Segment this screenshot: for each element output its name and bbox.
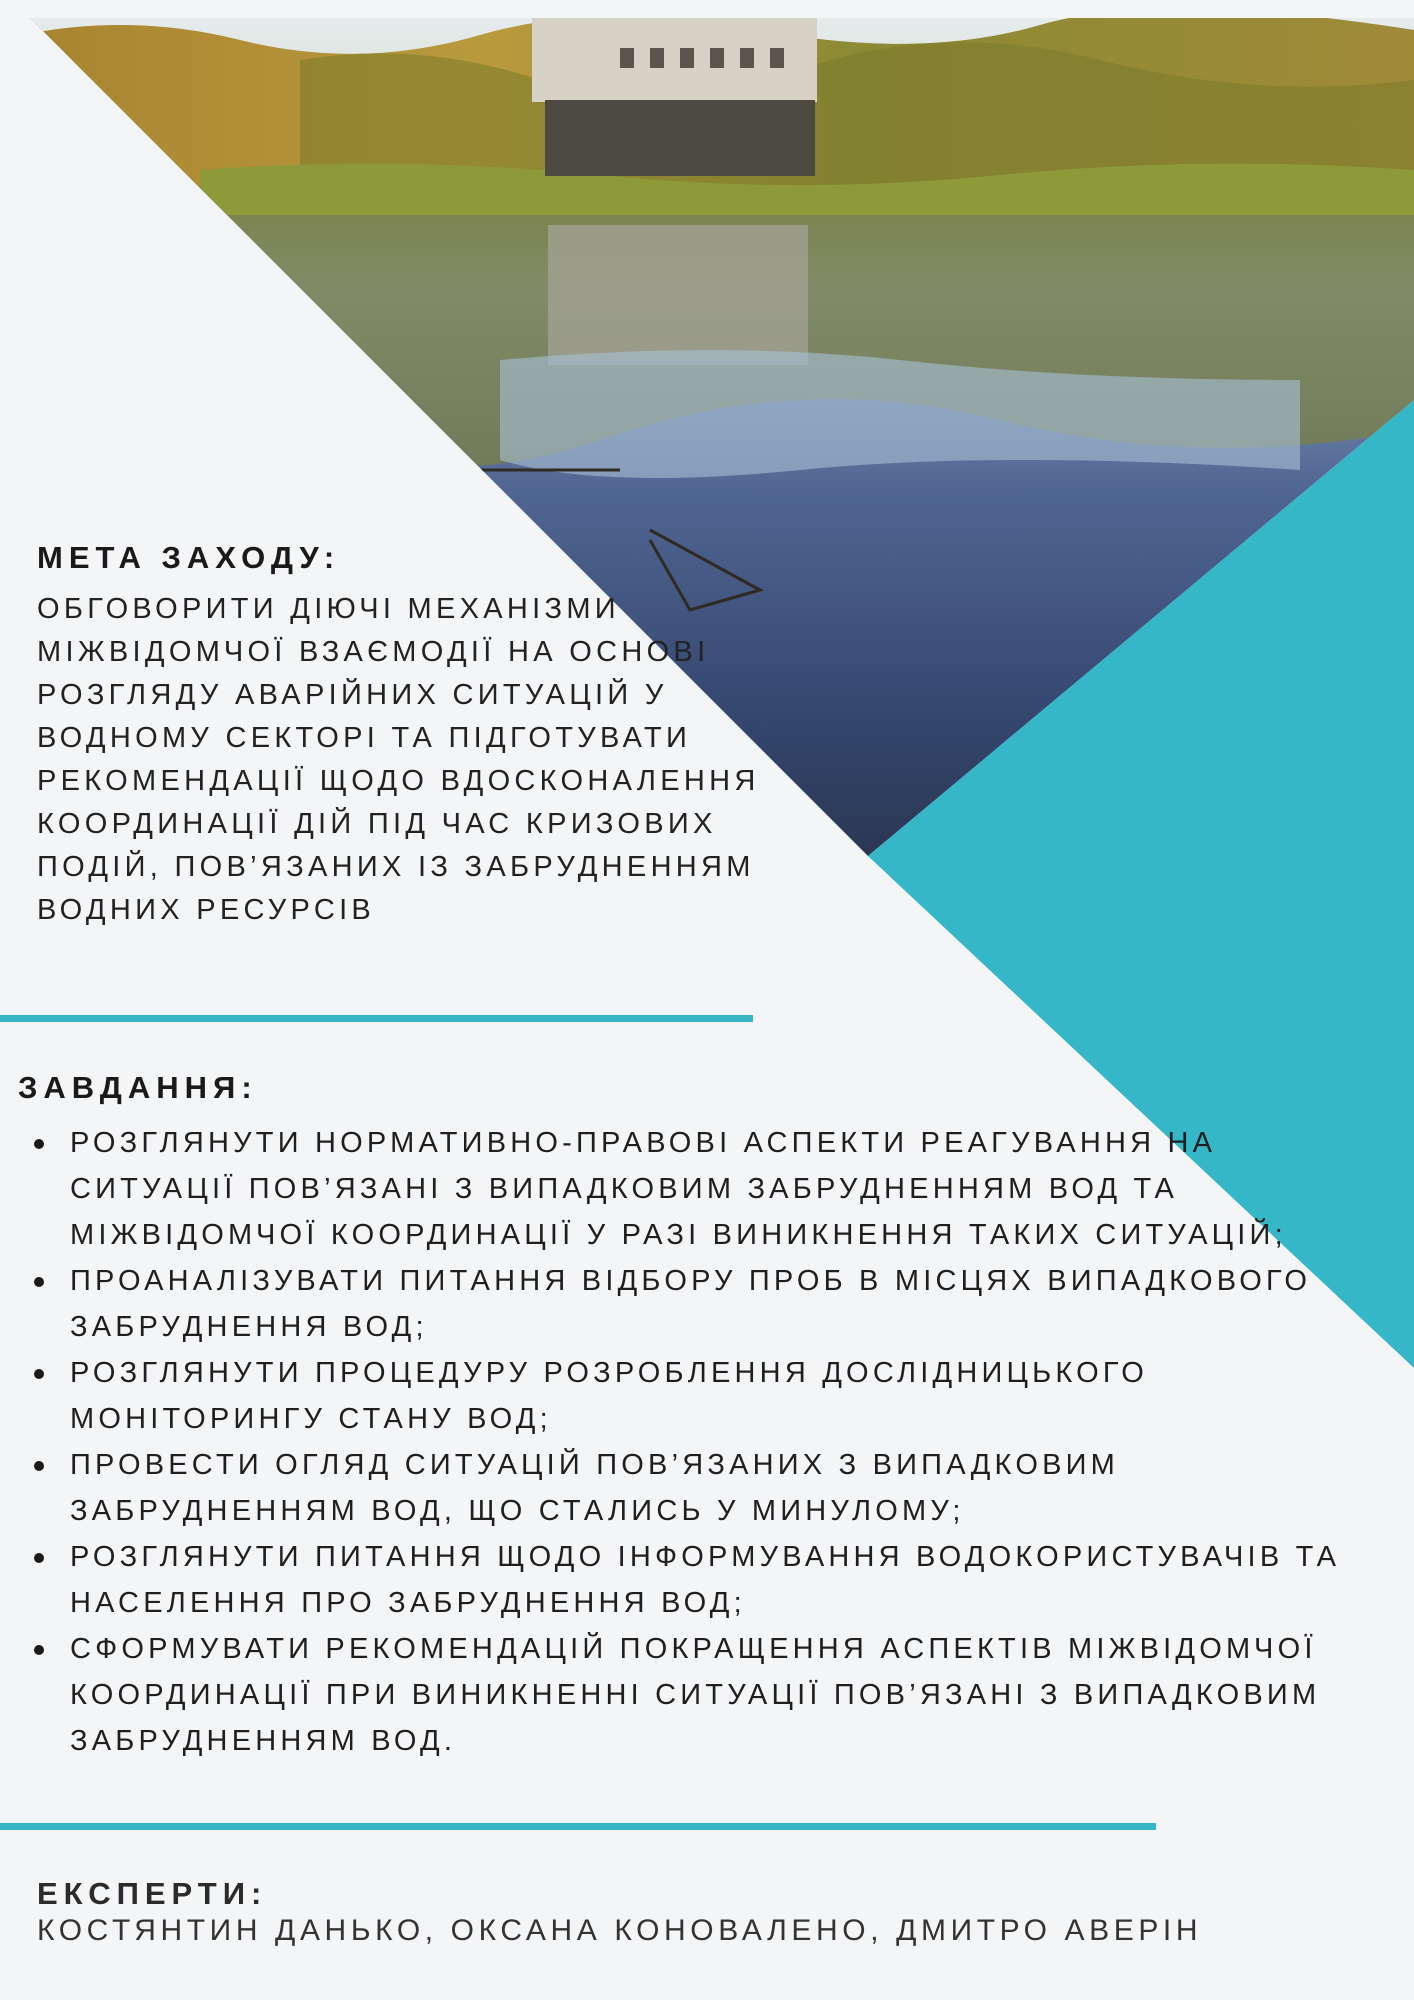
goal-heading: МЕТА ЗАХОДУ: [37, 540, 341, 575]
task-item [18, 1258, 1370, 1350]
tasks-section [18, 1070, 1398, 1764]
bullet-icon [34, 1139, 44, 1149]
goal-section [37, 540, 797, 932]
bullet-icon [34, 1369, 44, 1379]
bullet-icon [34, 1277, 44, 1287]
task-item [18, 1534, 1370, 1626]
task-item [18, 1442, 1370, 1534]
divider-line [0, 1015, 753, 1022]
task-text: ПРОАНАЛІЗУВАТИ ПИТАННЯ ВІДБОРУ ПРОБ В МІСЦЯХ ВИПАДКОВОГО ЗАБРУДНЕННЯ ВОД; [70, 1265, 1312, 1343]
experts-names: КОСТЯНТИН ДАНЬКО, ОКСАНА КОНОВАЛЕНO, ДМИТРО АВЕРІН [37, 1914, 1203, 1947]
bullet-icon [34, 1461, 44, 1471]
task-text: ПРОВЕСТИ ОГЛЯД СИТУАЦІЙ ПОВ’ЯЗАНИХ З ВИПАДКОВИМ ЗАБРУДНЕННЯМ ВОД, ЩО СТАЛИСЬ У МИНУЛОМУ; [70, 1449, 1120, 1527]
task-item [18, 1350, 1370, 1442]
task-text: РОЗГЛЯНУТИ ПИТАННЯ ЩОДО ІНФОРМУВАННЯ ВОДОКОРИСТУВАЧІВ ТА НАСЕЛЕННЯ ПРО ЗАБРУДНЕННЯ ВОД; [70, 1541, 1341, 1619]
bullet-icon [34, 1645, 44, 1655]
divider-line [0, 1823, 1156, 1830]
tasks-heading: ЗАВДАННЯ: [18, 1070, 258, 1105]
task-text: РОЗГЛЯНУТИ ПРОЦЕДУРУ РОЗРОБЛЕННЯ ДОСЛІДНИЦЬКОГО МОНІТОРИНГУ СТАНУ ВОД; [70, 1357, 1148, 1435]
bullet-icon [34, 1553, 44, 1563]
task-item [18, 1626, 1370, 1764]
goal-text: ОБГОВОРИТИ ДІЮЧІ МЕХАНІЗМИ МІЖВІДОМЧОЇ ВЗАЄМОДІЇ НА ОСНОВІ РОЗГЛЯДУ АВАРІЙНИХ СИТУАЦІЙ У ВОДНОМУ СЕКТОРІ ТА ПІДГОТУВАТИ РЕКОМЕНДАЦІЇ ЩОДО ВДОСКОНАЛЕННЯ КООРДИНАЦІЇ ДІЙ ПІД ЧАС КРИЗОВИХ ПОДІЙ, ПОВ’ЯЗАНИХ ІЗ ЗАБРУДНЕННЯМ ВОДНИХ РЕСУРСІВ [37, 593, 760, 926]
experts-section [37, 1876, 1337, 1948]
experts-heading: ЕКСПЕРТИ: [37, 1876, 268, 1911]
tasks-list [18, 1120, 1398, 1764]
task-text: СФОРМУВАТИ РЕКОМЕНДАЦІЙ ПОКРАЩЕННЯ АСПЕКТІВ МІЖВІДОМЧОЇ КООРДИНАЦІЇ ПРИ ВИНИКНЕННІ СИТУАЦІЇ ПОВ’ЯЗАНІ З ВИПАДКОВИМ ЗАБРУДНЕННЯМ ВОД. [70, 1633, 1321, 1757]
task-item [18, 1120, 1370, 1258]
task-text: РОЗГЛЯНУТИ НОРМАТИВНО-ПРАВОВІ АСПЕКТИ РЕАГУВАННЯ НА СИТУАЦІЇ ПОВ’ЯЗАНІ З ВИПАДКОВИМ ЗАБРУДНЕННЯМ ВОД ТА МІЖВІДОМЧОЇ КООРДИНАЦІЇ У РАЗІ ВИНИКНЕННЯ ТАКИХ СИТУАЦІЙ; [70, 1127, 1287, 1251]
